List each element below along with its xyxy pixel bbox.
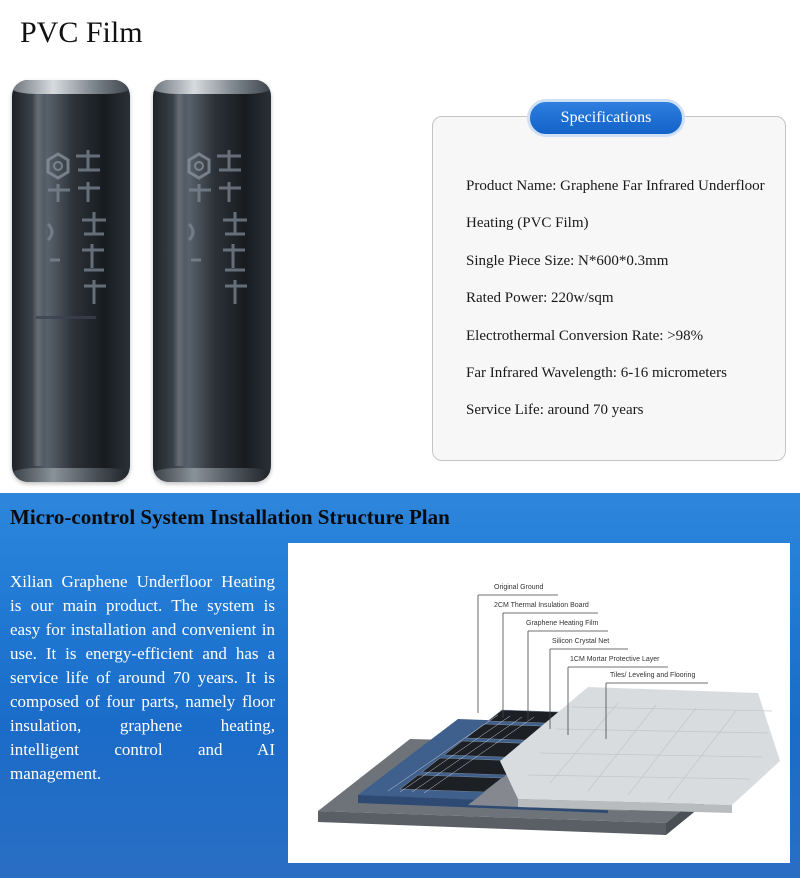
pvc-film-roll [12,80,130,482]
product-description: Xilian Graphene Underfloor Heating is our main product. The system is easy for installation and convenient in use. It is energy-efficient and has a service life of around 70 years. It is composed of four parts, namely floor insulation, graphene heating, intelligent control and AI management. [10,572,275,783]
spec-line: Service Life: around 70 years [466,402,644,419]
spec-line: Far Infrared Wavelength: 6-16 micrometers [466,364,727,381]
installation-structure-diagram [288,543,790,863]
diagram-label: 2CM Thermal Insulation Board [494,602,589,609]
section-heading: Micro-control System Installation Structure Plan [10,505,450,529]
specifications-badge: Specifications [527,99,685,137]
page-title: PVC Film [20,16,143,49]
diagram-label: Tiles/ Leveling and Flooring [610,672,696,679]
specifications-list [466,171,786,433]
spec-line: Product Name: Graphene Far Infrared Underfloor [466,178,765,194]
spec-line: Electrothermal Conversion Rate: >98% [466,327,704,344]
spec-line: Heating (PVC Film) [466,215,589,232]
product-image [0,70,300,490]
diagram-label: Original Ground [494,584,544,591]
diagram-label: Silicon Crystal Net [552,638,610,645]
roll-print-logo [169,120,259,330]
spec-line: Rated Power: 220w/sqm [466,290,614,307]
diagram-label: Graphene Heating Film [526,620,599,627]
roll-print-logo [28,120,118,330]
diagram-label: 1CM Mortar Protective Layer [570,656,660,663]
pvc-film-roll [153,80,271,482]
spec-line: Single Piece Size: N*600*0.3mm [466,252,669,269]
